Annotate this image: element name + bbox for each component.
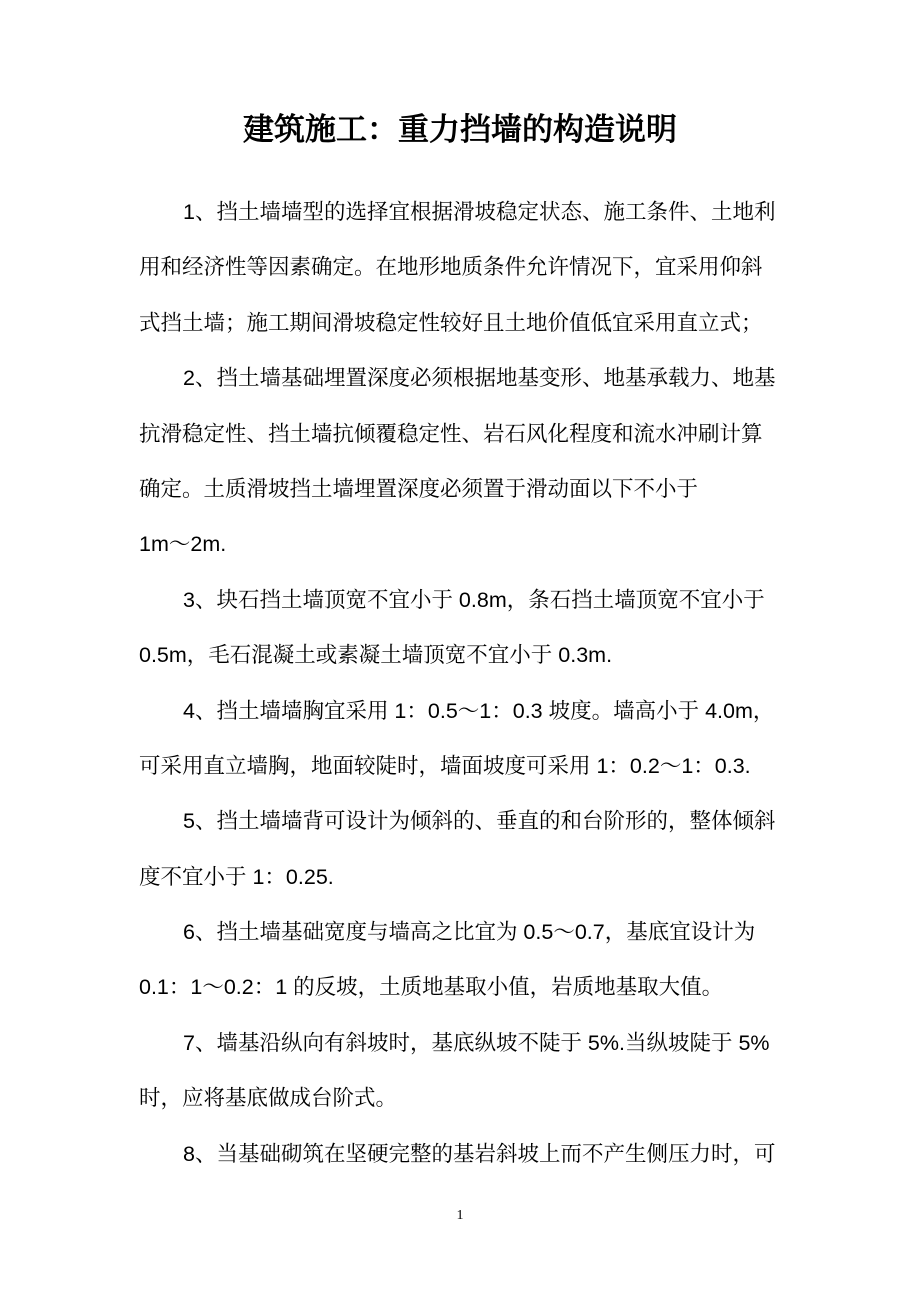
text-line: 2、挡土墙基础埋置深度必须根据地基变形、地基承载力、地基 [183, 366, 776, 391]
paragraph [139, 185, 789, 351]
text-line: 1m～2m. [139, 532, 227, 557]
text-line: 1、挡土墙墙型的选择宜根据滑坡稳定状态、施工条件、土地利 [183, 200, 776, 224]
text-line: 0.5m，毛石混凝土或素凝土墙顶宽不宜小于 0.3m. [139, 643, 613, 668]
document-title: 建筑施工：重力挡墙的构造说明 [243, 112, 677, 148]
paragraph [139, 684, 789, 795]
text-line: 4、挡土墙墙胸宜采用 1：0.5～1：0.3 坡度。墙高小于 4.0m， [183, 698, 775, 723]
text-line: 可采用直立墙胸，地面较陡时，墙面坡度可采用 1：0.2～1：0.3. [139, 753, 751, 778]
text-line: 6、挡土墙基础宽度与墙高之比宜为 0.5～0.7，基底宜设计为 [183, 920, 756, 945]
document-body [139, 185, 789, 1182]
text-line: 确定。土质滑坡挡土墙埋置深度必须置于滑动面以下不小于 [139, 476, 699, 501]
paragraph [139, 1016, 789, 1127]
text-line: 式挡土墙；施工期间滑坡稳定性较好且土地价值低宜采用直立式； [139, 310, 763, 335]
text-line: 时，应将基底做成台阶式。 [139, 1086, 398, 1111]
text-line: 5、挡土墙墙背可设计为倾斜的、垂直的和台阶形的，整体倾斜 [183, 809, 776, 834]
paragraph [139, 1127, 789, 1182]
text-line: 3、块石挡土墙顶宽不宜小于 0.8m，条石挡土墙顶宽不宜小于 [183, 587, 765, 612]
page-number: 1 [456, 1208, 464, 1223]
text-line: 抗滑稳定性、挡土墙抗倾覆稳定性、岩石风化程度和流水冲刷计算 [139, 421, 763, 446]
text-line: 度不宜小于 1：0.25. [139, 864, 334, 889]
paragraph [139, 351, 789, 573]
text-line: 用和经济性等因素确定。在地形地质条件允许情况下，宜采用仰斜 [139, 255, 763, 280]
text-line: 8、当基础砌筑在坚硬完整的基岩斜坡上而不产生侧压力时，可 [183, 1141, 776, 1166]
text-line: 0.1：1～0.2：1 的反坡，土质地基取小值，岩质地基取大值。 [139, 975, 724, 1000]
paragraph [139, 905, 789, 1016]
paragraph [139, 794, 789, 905]
paragraph [139, 573, 789, 684]
text-line: 7、墙基沿纵向有斜坡时，基底纵坡不陡于 5%.当纵坡陡于 5% [183, 1030, 770, 1055]
